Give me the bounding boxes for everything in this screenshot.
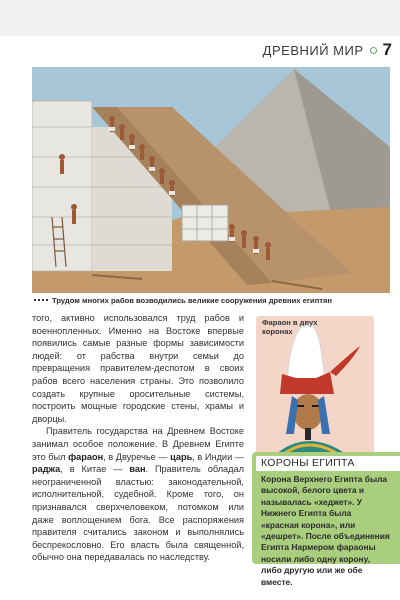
term-raja: раджа <box>32 464 61 475</box>
running-header <box>263 40 392 60</box>
page-number: 7 <box>382 40 392 59</box>
term-wang: ван <box>129 464 146 475</box>
caption-text: Трудом многих рабов возводились великие сооружения древних египтян <box>52 296 333 305</box>
pharaoh-portrait <box>256 316 374 454</box>
paragraph-1: того, активно использовался труд рабов и военнопленных. Именно на Востоке впервые появились самые разные формы зависимости людей: от рабства внутри семьи до превращения правителем-деспотом в своих рабов всего населения страны. Это позволило создать крупные оросительные системы, построить мощные городские стены, храмы и дворцы. <box>32 313 244 424</box>
stone-block <box>182 205 228 241</box>
pharaoh-image-label: Фараон в двух коронах <box>262 318 318 336</box>
caption-pointer-icon <box>34 299 48 303</box>
crowns-text: Корона Верхнего Египта была высокой, белого цвета и называлась «хеджет». У Нижнего Египта была «красная корона», или «дешрет». После объединения Египта Нармером фараоны носили либо одну корону, либо другую или же обе вместе. <box>261 474 390 587</box>
pharaoh-illustration <box>256 316 374 454</box>
section-title: ДРЕВНИЙ МИР <box>262 42 364 58</box>
crowns-title: КОРОНЫ ЕГИПТА <box>256 456 400 471</box>
pyramid-construction-illustration <box>32 67 390 293</box>
term-tsar: царь <box>170 451 193 462</box>
paragraph-2: Правитель государства на Древнем Востоке занимал особое положение. В Древнем Египте это был фараон, в Двуречье — царь, в Индии — раджа, в Китае — ван. Правитель обладал неограниченной властью: законодательной, исполнительной, судебной. Кроме того, он признавался сверхчеловеком, потомком или даже воплощением бога. Все распоряжения правителя считались законом и выполнялись беспрекословно. Его власть была священной, обычно она передавалась по наследству. <box>32 426 244 563</box>
crowns-infobox <box>252 452 400 587</box>
page-top-margin <box>0 0 400 36</box>
ceremonial-beard <box>305 428 311 440</box>
bullet-icon <box>370 47 377 54</box>
figure-caption <box>34 296 390 305</box>
term-pharaoh: фараон <box>68 451 104 462</box>
pharaoh-face <box>293 394 323 430</box>
main-text <box>32 312 244 564</box>
